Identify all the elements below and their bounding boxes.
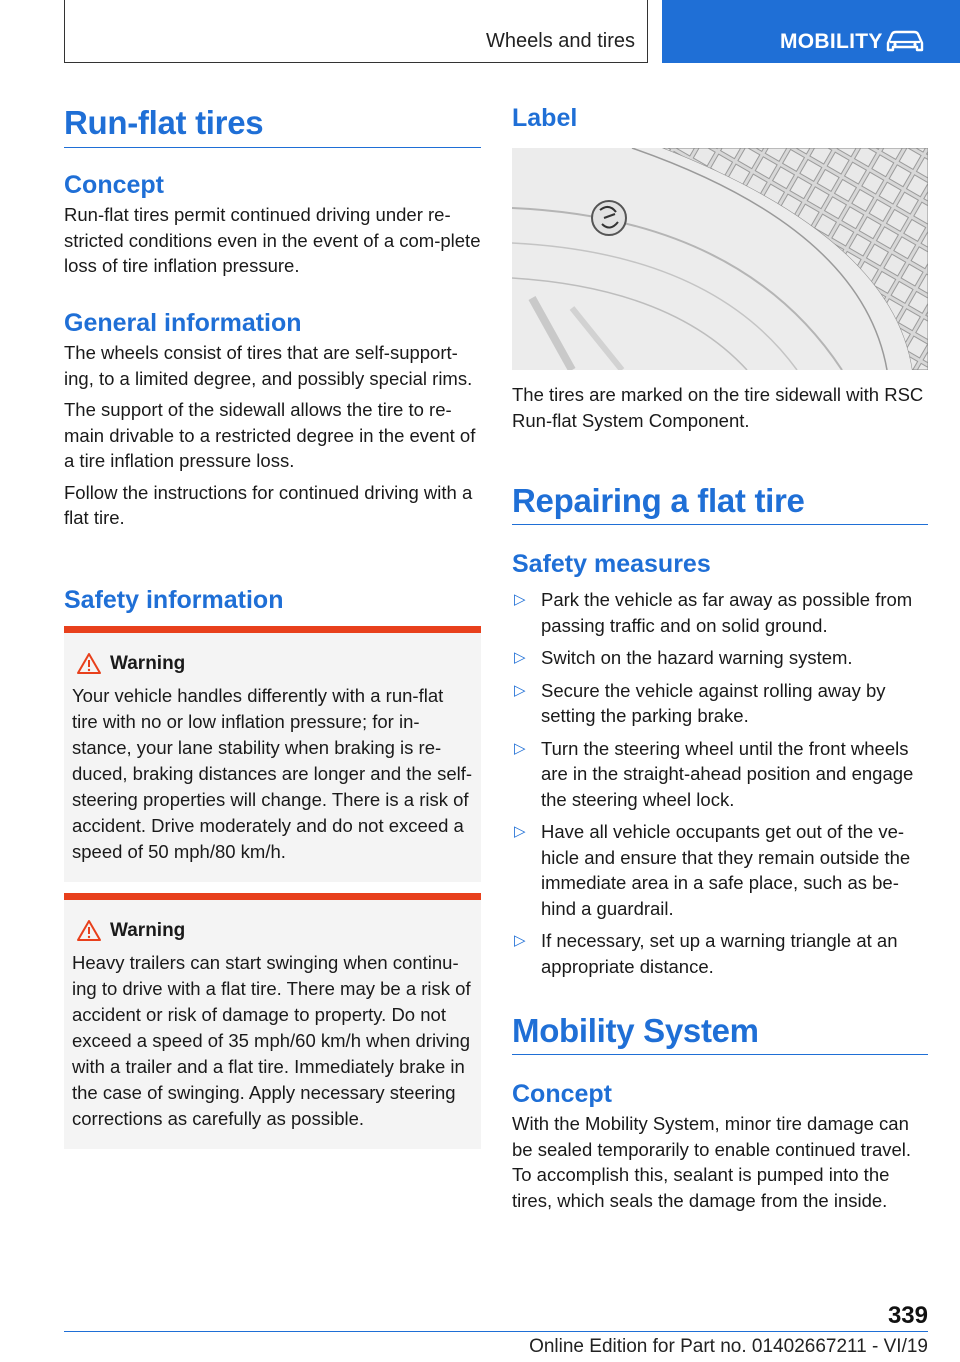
warning-triangle-icon [76, 919, 102, 942]
car-icon [884, 29, 926, 53]
list-item: ▷ Switch on the hazard warning system. [512, 645, 928, 671]
concept-heading: Concept [64, 171, 164, 199]
warning-box-2 [64, 893, 481, 1149]
tire-sidewall-illustration [512, 148, 928, 370]
mobility-concept-text: With the Mobility System, minor tire damage can be sealed temporarily to enable continued travel. To accomplish this, sealant is pumped into the tires, which seals the damage from the inside. [512, 1113, 912, 1211]
repair-title-block [512, 482, 928, 525]
label-heading: Label [512, 104, 578, 132]
warning-box-1 [64, 626, 481, 882]
safety-info-section [64, 586, 481, 615]
concept-section [64, 171, 481, 279]
page-title: Run-flat tires [64, 104, 264, 141]
header-chapter-tab[interactable] [662, 0, 960, 63]
list-item: ▷ Secure the vehicle against rolling away by setting the parking brake. [514, 679, 886, 726]
header-section-title: Wheels and tires [486, 30, 635, 52]
safety-measures-list [512, 587, 928, 979]
mobility-concept-heading: Concept [512, 1080, 612, 1108]
mobility-concept-section [512, 1080, 928, 1213]
header-section-box [64, 0, 648, 63]
bullet-triangle-icon: ▷ [514, 681, 526, 699]
list-item: ▷ Park the vehicle as far away as possible from passing traffic and on solid ground. [514, 589, 913, 636]
mobility-title-block [512, 1012, 928, 1055]
warning-text-2: Heavy trailers can start swinging when continu‐ing to drive with a flat tire. There may be a risk of accident or risk of damage to property. Do not exceed a speed of 35 mph/60 km/h when driving with a trailer and a flat tire. Immediately brake in the case of swinging. Apply necessary steering corrections as carefully as possible. [72, 952, 471, 1129]
general-info-heading: General information [64, 309, 302, 337]
header-chapter-label: MOBILITY [780, 30, 883, 53]
page-number: 339 [887, 1302, 928, 1329]
warning-title-2 [110, 920, 473, 946]
safety-measures-section [512, 550, 928, 986]
general-info-text-1: The wheels consist of tires that are self-support‐ing, to a limited degree, and possibly special rims. [64, 342, 473, 389]
label-section [512, 104, 577, 133]
list-item: ▷ Turn the steering wheel until the front wheels are in the straight-ahead position and engage the steering wheel lock. [514, 737, 914, 810]
list-item: ▷ If necessary, set up a warning triangle at an appropriate distance. [514, 930, 898, 977]
label-text-block [512, 382, 928, 433]
general-info-text-3: Follow the instructions for continued driving with a flat tire. [64, 481, 473, 528]
label-text: The tires are marked on the tire sidewall with RSC Run-flat System Component. [512, 384, 924, 431]
bullet-triangle-icon: ▷ [514, 649, 526, 666]
warning-triangle-icon [76, 652, 102, 675]
repair-title: Repairing a flat tire [512, 482, 805, 519]
bullet-triangle-icon: ▷ [514, 932, 526, 949]
list-item: ▷ Have all vehicle occupants get out of the ve‐hicle and ensure that they remain outside the immediate area in a safe place, such as be‐hind a guardrail. [514, 821, 911, 919]
mobility-title: Mobility System [512, 1012, 759, 1049]
bullet-triangle-icon: ▷ [514, 739, 526, 757]
warning-title-1 [110, 653, 473, 679]
bullet-triangle-icon: ▷ [514, 591, 526, 608]
warning-title-text-1: Warning [110, 653, 186, 674]
footer-edition: Online Edition for Part no. 01402667211 - VI/19 [529, 1336, 928, 1357]
general-info-text-2: The support of the sidewall allows the tire to re‐main drivable to a restricted degree in the event of a tire inflation pressure loss. [64, 399, 476, 471]
concept-text: Run-flat tires permit continued driving under re‐stricted conditions even in the event of a com‐plete loss of tire inflation pressure. [64, 204, 481, 276]
run-flat-title-block [64, 104, 481, 148]
safety-measures-heading: Safety measures [512, 550, 711, 578]
warning-text-1: Your vehicle handles differently with a run-flat tire with no or low inflation pressure; for in‐stance, your lane stability when braking is re‐duced, braking distances are longer and the self-steering properties will change. There is a risk of accident. Drive moderately and do not exceed a speed of 50 mph/80 km/h. [72, 685, 473, 862]
warning-title-text-2: Warning [110, 920, 186, 941]
safety-info-heading: Safety information [64, 586, 284, 614]
footer-divider [64, 1331, 928, 1332]
general-info-section [64, 309, 481, 531]
bullet-triangle-icon: ▷ [514, 823, 526, 840]
